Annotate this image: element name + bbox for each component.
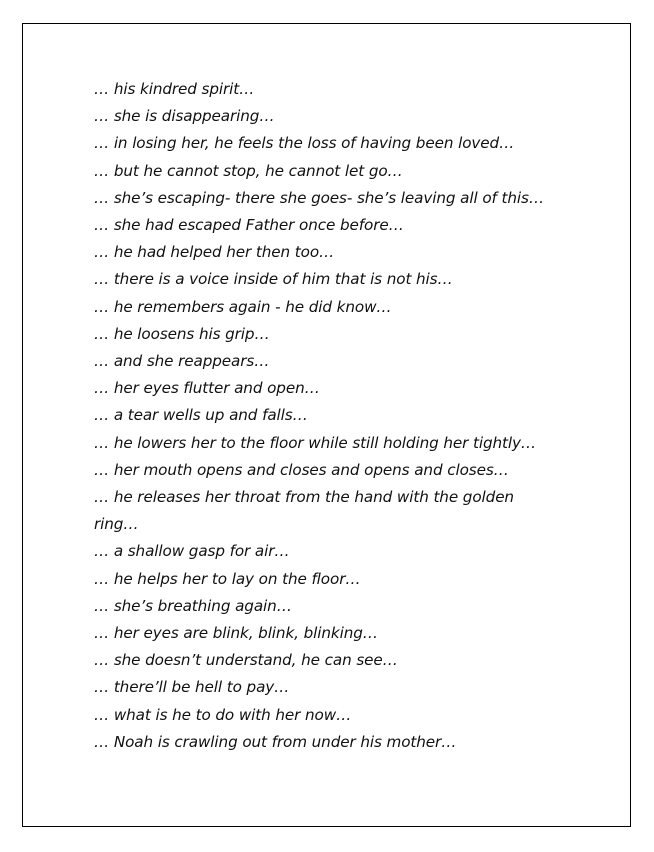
poem-line: … and she reappears…	[94, 352, 270, 371]
poem-text	[94, 76, 544, 756]
poem-line: … he remembers again - he did know…	[94, 297, 392, 316]
poem-line: … her eyes are blink, blink, blinking…	[94, 624, 378, 643]
poem-line: … her eyes flutter and open…	[94, 379, 320, 398]
poem-line: … but he cannot stop, he cannot let go…	[94, 161, 403, 180]
poem-line: … her mouth opens and closes and opens and closes…	[94, 460, 509, 479]
poem-line: … she’s breathing again…	[94, 596, 292, 615]
poem-line: … she had escaped Father once before…	[94, 216, 404, 235]
poem-line: … she is disappearing…	[94, 107, 275, 126]
poem-line: … she doesn’t understand, he can see…	[94, 651, 398, 670]
poem-line: … she’s escaping- there she goes- she’s leaving all of this…	[94, 188, 544, 207]
page-frame	[22, 23, 631, 827]
poem-line: … there’ll be hell to pay…	[94, 678, 290, 697]
poem-line: … he helps her to lay on the floor…	[94, 569, 361, 588]
poem-line: … in losing her, he feels the loss of having been loved…	[94, 134, 515, 153]
poem-line: … what is he to do with her now…	[94, 705, 352, 724]
poem-line: … a tear wells up and falls…	[94, 406, 308, 425]
poem-line: … there is a voice inside of him that is not his…	[94, 270, 453, 289]
poem-line: … he had helped her then too…	[94, 243, 335, 262]
poem-line: … he releases her throat from the hand with the golden ring…	[94, 488, 514, 534]
poem-line: … he loosens his grip…	[94, 324, 270, 343]
poem-line: … a shallow gasp for air…	[94, 542, 290, 561]
poem-line: … Noah is crawling out from under his mother…	[94, 732, 457, 751]
poem-line: … his kindred spirit…	[94, 80, 255, 98]
poem-line: … he lowers her to the floor while still holding her tightly…	[94, 433, 536, 452]
